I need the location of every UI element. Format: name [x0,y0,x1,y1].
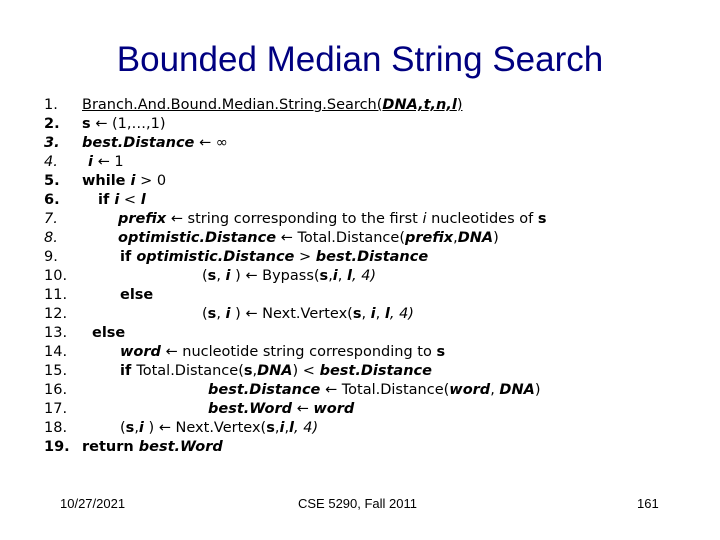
code-token: ( [202,306,208,322]
code-token: DNA [257,363,293,379]
code-token: ) [534,382,541,398]
code-line [202,267,376,286]
code-line [120,248,428,267]
code-token: if [120,249,137,265]
line-number: 10. [44,268,68,284]
line-number: 11. [44,287,68,303]
code-token: ← (1,…,1) [90,116,166,132]
code-token: nucleotides of [426,211,538,227]
line-number: 1. [44,97,58,113]
line-number: 5. [44,173,60,189]
code-line [208,381,540,400]
code-token: DNA [499,382,535,398]
code-token: ← nucleotide string corresponding to [160,344,437,360]
code-token: ← ∞ [194,135,228,151]
code-token: > 0 [135,173,167,189]
line-number: 2. [44,116,60,132]
code-token: i [332,268,338,284]
code-token: ← Total.Distance( [276,230,405,246]
code-line [118,229,499,248]
code-token: ) ← Next.Vertex( [143,420,267,436]
code-token: , [361,306,371,322]
code-token: < [119,192,141,208]
code-token: , 4) [294,420,319,436]
line-number: 9. [44,249,58,265]
code-token: s [352,306,362,322]
line-number: 18. [44,420,68,436]
code-token: i [130,173,136,189]
code-token: ← string corresponding to the first [166,211,423,227]
code-line [82,96,463,115]
code-token: s [207,306,217,322]
code-token: i [88,154,93,170]
code-token: optimistic.Distance [118,230,277,246]
footer-date: 10/27/2021 [60,496,126,511]
code-line [82,115,166,134]
code-token: ( [202,268,208,284]
code-token: s [436,344,446,360]
code-token: if [98,192,115,208]
code-token: ) [493,230,499,246]
code-line [202,305,414,324]
code-token: , 4) [351,268,377,284]
code-line [120,286,153,305]
code-token: s [243,363,253,379]
code-token: DNA [457,230,494,246]
code-token: i [225,268,231,284]
code-token: i [422,211,427,227]
code-token: prefix [118,211,167,227]
line-number: 8. [44,230,58,246]
code-token: best.Word [208,401,292,417]
line-number: 14. [44,344,68,360]
footer-course: CSE 5290, Fall 2011 [298,496,417,511]
line-number: 17. [44,401,68,417]
code-token: word [313,401,355,417]
code-token: ← 1 [92,154,124,170]
line-number: 15. [44,363,68,379]
code-line [120,419,318,438]
code-token: , [284,420,290,436]
code-token: else [120,287,154,303]
line-number: 13. [44,325,68,341]
code-token: , [490,382,500,398]
footer-page-number: 161 [637,496,659,511]
code-token: ) ← Next.Vertex( [230,306,353,322]
code-token: best.Distance [82,135,195,151]
line-number: 12. [44,306,68,322]
code-token: , 4) [389,306,414,322]
code-token: l [140,192,146,208]
code-line [208,400,354,419]
code-line [120,362,432,381]
code-token: , [252,363,258,379]
code-token: , [375,306,385,322]
code-token: i [225,306,231,322]
slide-title: Bounded Median String Search [116,40,604,79]
code-token: word [449,382,491,398]
code-line [82,134,228,153]
code-token: if [120,363,137,379]
code-token: ← [291,401,314,417]
code-token: i [279,420,285,436]
code-token: Total.Distance( [136,363,244,379]
code-token: word [120,344,161,360]
code-token: , [453,230,458,246]
code-token: , [134,420,139,436]
code-token: , [274,420,280,436]
code-token: s [82,116,91,132]
line-number: 7. [44,211,58,227]
code-line [120,343,445,362]
line-number: 19. [44,439,70,455]
code-token: s [319,268,329,284]
code-token: s [537,211,547,227]
code-token: l [384,306,390,322]
code-token: ) ← Bypass( [230,268,320,284]
code-token: DNA,t,n,l [382,97,457,113]
code-token: ( [120,420,126,436]
code-token: best.Distance [315,249,429,265]
code-token: Branch.And.Bound.Median.String.Search( [82,97,383,113]
code-token: while [82,173,131,189]
line-number: 6. [44,192,60,208]
code-token: s [125,420,135,436]
code-line [98,191,146,210]
code-token: i [114,192,120,208]
line-number: 4. [44,154,58,170]
code-line [118,210,546,229]
code-token: ) < [292,363,320,379]
code-token: optimistic.Distance [136,249,295,265]
code-token: s [207,268,217,284]
code-token: , [328,268,333,284]
code-token: , [337,268,347,284]
code-line [82,172,166,191]
code-token: ← Total.Distance( [320,382,450,398]
code-token: best.Distance [208,382,321,398]
line-number: 16. [44,382,68,398]
code-token: i [138,420,144,436]
line-number: 3. [44,135,60,151]
code-token: best.Distance [319,363,432,379]
code-token: , [216,268,226,284]
code-token: ) [456,97,463,113]
code-token: s [266,420,275,436]
code-token: l [289,420,295,436]
code-line [88,153,124,172]
code-token: best.Word [138,439,223,455]
code-line [82,438,223,457]
code-token: > [294,249,316,265]
code-token: return [82,439,139,455]
code-token: prefix [404,230,454,246]
code-token: l [347,268,352,284]
code-line [92,324,125,343]
code-token: else [92,325,126,341]
code-token: , [216,306,226,322]
code-token: i [370,306,376,322]
